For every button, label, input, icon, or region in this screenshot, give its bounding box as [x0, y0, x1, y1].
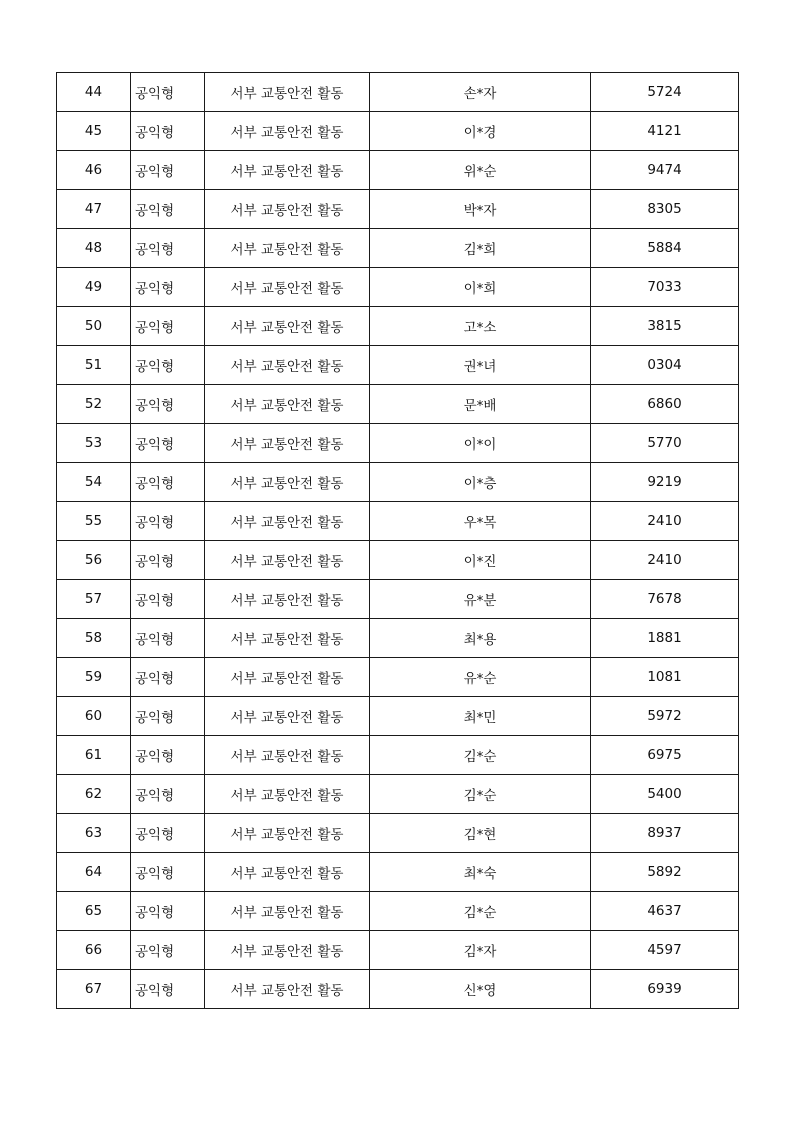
- row-number-cell: 55: [57, 502, 131, 541]
- id-code-cell: 0304: [591, 346, 739, 385]
- participant-name-cell: 위*순: [370, 151, 591, 190]
- id-code-cell: 1081: [591, 658, 739, 697]
- participant-name-cell: 손*자: [370, 73, 591, 112]
- table-row: [57, 658, 739, 697]
- row-number-cell: 64: [57, 853, 131, 892]
- activity-name-cell: 서부 교통안전 활동: [205, 853, 370, 892]
- table-row: [57, 190, 739, 229]
- table-row: [57, 307, 739, 346]
- program-type-cell: 공익형: [131, 112, 205, 151]
- row-number-cell: 60: [57, 697, 131, 736]
- participant-name-cell: 김*현: [370, 814, 591, 853]
- participant-name-cell: 최*민: [370, 697, 591, 736]
- row-number-cell: 57: [57, 580, 131, 619]
- id-code-cell: 3815: [591, 307, 739, 346]
- program-type-cell: 공익형: [131, 502, 205, 541]
- table-row: [57, 151, 739, 190]
- row-number-cell: 61: [57, 736, 131, 775]
- row-number-cell: 56: [57, 541, 131, 580]
- id-code-cell: 5770: [591, 424, 739, 463]
- participant-name-cell: 박*자: [370, 190, 591, 229]
- row-number-cell: 63: [57, 814, 131, 853]
- participant-name-cell: 이*이: [370, 424, 591, 463]
- program-type-cell: 공익형: [131, 73, 205, 112]
- participant-name-cell: 김*희: [370, 229, 591, 268]
- participant-name-cell: 최*용: [370, 619, 591, 658]
- program-type-cell: 공익형: [131, 268, 205, 307]
- id-code-cell: 5400: [591, 775, 739, 814]
- row-number-cell: 65: [57, 892, 131, 931]
- participant-name-cell: 고*소: [370, 307, 591, 346]
- document-page: [56, 72, 738, 1009]
- id-code-cell: 5972: [591, 697, 739, 736]
- activity-name-cell: 서부 교통안전 활동: [205, 112, 370, 151]
- program-type-cell: 공익형: [131, 658, 205, 697]
- id-code-cell: 6975: [591, 736, 739, 775]
- participant-name-cell: 신*영: [370, 970, 591, 1009]
- table-row: [57, 697, 739, 736]
- id-code-cell: 5892: [591, 853, 739, 892]
- id-code-cell: 7678: [591, 580, 739, 619]
- activity-name-cell: 서부 교통안전 활동: [205, 619, 370, 658]
- program-type-cell: 공익형: [131, 229, 205, 268]
- table-row: [57, 814, 739, 853]
- table-row: [57, 346, 739, 385]
- row-number-cell: 44: [57, 73, 131, 112]
- participant-name-cell: 이*경: [370, 112, 591, 151]
- row-number-cell: 46: [57, 151, 131, 190]
- activity-name-cell: 서부 교통안전 활동: [205, 463, 370, 502]
- activity-name-cell: 서부 교통안전 활동: [205, 307, 370, 346]
- id-code-cell: 6939: [591, 970, 739, 1009]
- table-row: [57, 385, 739, 424]
- activity-name-cell: 서부 교통안전 활동: [205, 502, 370, 541]
- activity-name-cell: 서부 교통안전 활동: [205, 580, 370, 619]
- program-type-cell: 공익형: [131, 385, 205, 424]
- row-number-cell: 50: [57, 307, 131, 346]
- row-number-cell: 48: [57, 229, 131, 268]
- activity-name-cell: 서부 교통안전 활동: [205, 970, 370, 1009]
- table-row: [57, 931, 739, 970]
- activity-name-cell: 서부 교통안전 활동: [205, 892, 370, 931]
- id-code-cell: 4121: [591, 112, 739, 151]
- activity-name-cell: 서부 교통안전 활동: [205, 73, 370, 112]
- participant-name-cell: 유*분: [370, 580, 591, 619]
- row-number-cell: 67: [57, 970, 131, 1009]
- table-row: [57, 853, 739, 892]
- activity-name-cell: 서부 교통안전 활동: [205, 268, 370, 307]
- program-type-cell: 공익형: [131, 346, 205, 385]
- row-number-cell: 58: [57, 619, 131, 658]
- participant-name-cell: 이*진: [370, 541, 591, 580]
- id-code-cell: 9474: [591, 151, 739, 190]
- participant-name-cell: 김*순: [370, 736, 591, 775]
- activity-name-cell: 서부 교통안전 활동: [205, 229, 370, 268]
- row-number-cell: 59: [57, 658, 131, 697]
- id-code-cell: 8305: [591, 190, 739, 229]
- table-row: [57, 580, 739, 619]
- participant-name-cell: 김*자: [370, 931, 591, 970]
- row-number-cell: 62: [57, 775, 131, 814]
- table-row: [57, 892, 739, 931]
- id-code-cell: 5884: [591, 229, 739, 268]
- row-number-cell: 51: [57, 346, 131, 385]
- participant-name-cell: 이*층: [370, 463, 591, 502]
- table-row: [57, 229, 739, 268]
- participant-name-cell: 문*배: [370, 385, 591, 424]
- table-row: [57, 736, 739, 775]
- participant-name-cell: 이*희: [370, 268, 591, 307]
- program-type-cell: 공익형: [131, 892, 205, 931]
- id-code-cell: 8937: [591, 814, 739, 853]
- id-code-cell: 1881: [591, 619, 739, 658]
- participant-name-cell: 최*숙: [370, 853, 591, 892]
- id-code-cell: 2410: [591, 541, 739, 580]
- participant-name-cell: 김*순: [370, 775, 591, 814]
- activity-name-cell: 서부 교통안전 활동: [205, 385, 370, 424]
- participant-name-cell: 우*목: [370, 502, 591, 541]
- id-code-cell: 4637: [591, 892, 739, 931]
- program-type-cell: 공익형: [131, 190, 205, 229]
- program-type-cell: 공익형: [131, 775, 205, 814]
- row-number-cell: 53: [57, 424, 131, 463]
- table-row: [57, 502, 739, 541]
- table-row: [57, 619, 739, 658]
- activity-name-cell: 서부 교통안전 활동: [205, 424, 370, 463]
- program-type-cell: 공익형: [131, 151, 205, 190]
- program-type-cell: 공익형: [131, 424, 205, 463]
- activity-name-cell: 서부 교통안전 활동: [205, 736, 370, 775]
- program-type-cell: 공익형: [131, 307, 205, 346]
- program-type-cell: 공익형: [131, 541, 205, 580]
- program-type-cell: 공익형: [131, 580, 205, 619]
- id-code-cell: 9219: [591, 463, 739, 502]
- program-type-cell: 공익형: [131, 853, 205, 892]
- table-row: [57, 424, 739, 463]
- table-row: [57, 268, 739, 307]
- activity-name-cell: 서부 교통안전 활동: [205, 151, 370, 190]
- program-type-cell: 공익형: [131, 814, 205, 853]
- table-row: [57, 73, 739, 112]
- activity-name-cell: 서부 교통안전 활동: [205, 190, 370, 229]
- activity-name-cell: 서부 교통안전 활동: [205, 541, 370, 580]
- program-type-cell: 공익형: [131, 463, 205, 502]
- participant-name-cell: 유*순: [370, 658, 591, 697]
- id-code-cell: 4597: [591, 931, 739, 970]
- program-type-cell: 공익형: [131, 970, 205, 1009]
- activity-name-cell: 서부 교통안전 활동: [205, 814, 370, 853]
- participant-table: [56, 72, 739, 1009]
- activity-name-cell: 서부 교통안전 활동: [205, 775, 370, 814]
- program-type-cell: 공익형: [131, 697, 205, 736]
- id-code-cell: 7033: [591, 268, 739, 307]
- table-row: [57, 970, 739, 1009]
- id-code-cell: 6860: [591, 385, 739, 424]
- row-number-cell: 49: [57, 268, 131, 307]
- table-row: [57, 541, 739, 580]
- participant-name-cell: 김*순: [370, 892, 591, 931]
- row-number-cell: 66: [57, 931, 131, 970]
- id-code-cell: 5724: [591, 73, 739, 112]
- participant-name-cell: 권*녀: [370, 346, 591, 385]
- activity-name-cell: 서부 교통안전 활동: [205, 658, 370, 697]
- activity-name-cell: 서부 교통안전 활동: [205, 931, 370, 970]
- program-type-cell: 공익형: [131, 931, 205, 970]
- table-row: [57, 112, 739, 151]
- row-number-cell: 52: [57, 385, 131, 424]
- id-code-cell: 2410: [591, 502, 739, 541]
- program-type-cell: 공익형: [131, 619, 205, 658]
- table-row: [57, 775, 739, 814]
- row-number-cell: 45: [57, 112, 131, 151]
- row-number-cell: 54: [57, 463, 131, 502]
- row-number-cell: 47: [57, 190, 131, 229]
- program-type-cell: 공익형: [131, 736, 205, 775]
- activity-name-cell: 서부 교통안전 활동: [205, 697, 370, 736]
- table-row: [57, 463, 739, 502]
- participant-table-body: [57, 73, 739, 1009]
- activity-name-cell: 서부 교통안전 활동: [205, 346, 370, 385]
